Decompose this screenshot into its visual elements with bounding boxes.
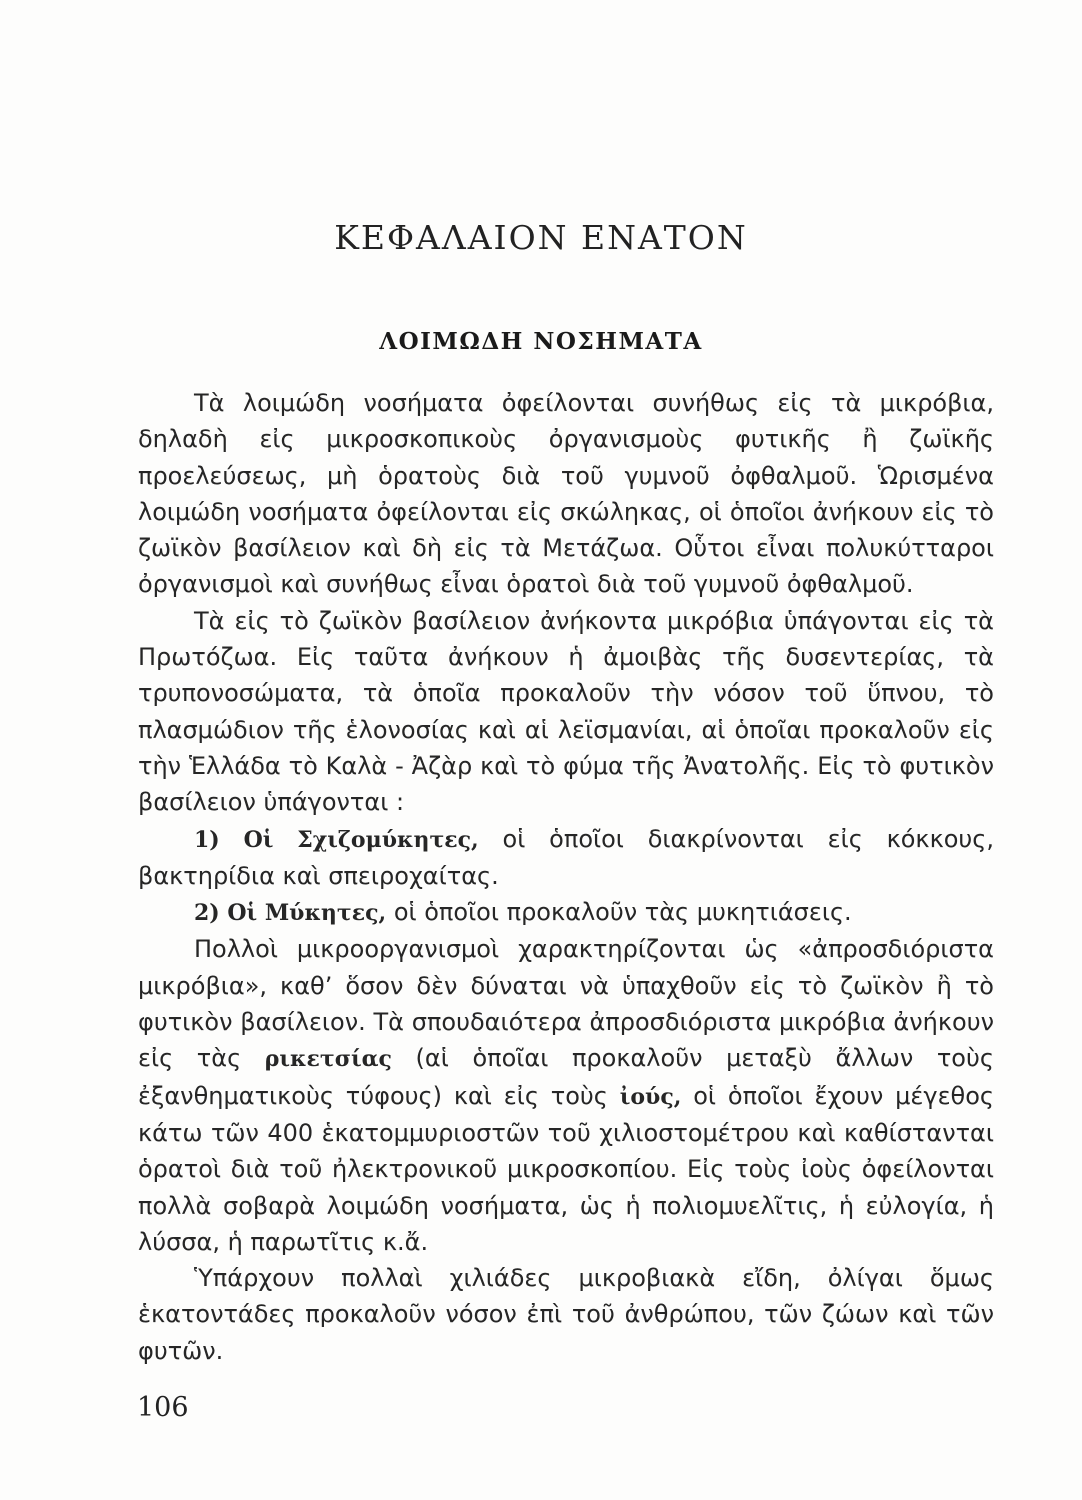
paragraph-3-part-a: Πολλοὶ μικροοργανισμοὶ χαρακτηρίζονται ὡς «ἀπροσδιόριστα μικρόβια», καθ’ ὅσον δὲν δύναται νὰ ὑπαχθοῦν εἰς τὸ ζωϊκὸν ἢ τὸ φυτικὸν βασίλειον. Τὰ σπουδαιότερα ἀπροσδιόριστα μικρόβια ἀνήκουν εἰς τὰς (138, 935, 994, 1073)
section-title: ΛΟΙΜΩΔΗ ΝΟΣΗΜΑΤΑ (379, 328, 703, 355)
paragraph-3-part-b: (αἱ ὁποῖαι προκαλοῦν μεταξὺ ἄλλων τοὺς ἐξανθηματικοὺς τύφους) καὶ εἰς τοὺς (138, 1044, 994, 1110)
list-item-1-text: οἱ ὁποῖοι διακρίνονται εἰς κόκκους, βακτηρίδια καὶ σπειροχαίτας. (138, 824, 995, 890)
paragraph-3 (138, 931, 994, 1260)
list-item-2 (138, 894, 994, 931)
paragraph-1: Τὰ λοιμώδη νοσήματα ὀφείλονται συνήθως εἰς τὰ μικρόβια, δηλαδὴ εἰς μικροσκοπικοὺς ὀργανισμοὺς φυτικῆς ἢ ζωϊκῆς προελεύσεως, μὴ ὁρατοὺς διὰ τοῦ γυμνοῦ ὀφθαλμοῦ. Ὡρισμένα λοιμώδη νοσήματα ὀφείλονται εἰς σκώληκας, οἱ ὁποῖοι ἀνήκουν εἰς τὸ ζωϊκὸν βασίλειον καὶ δὴ εἰς τὰ Μετάζωα. Οὗτοι εἶναι πολυκύτταροι ὀργανισμοὶ καὶ συνήθως εἶναι ὁρατοὶ διὰ τοῦ γυμνοῦ ὀφθαλμοῦ. (138, 389, 994, 599)
paragraph-2: Τὰ εἰς τὸ ζωϊκὸν βασίλειον ἀνήκοντα μικρόβια ὑπάγονται εἰς τὰ Πρωτόζωα. Εἰς ταῦτα ἀνήκουν ἡ ἀμοιβὰς τῆς δυσεντερίας, τὰ τρυπονοσώματα, τὰ ὁποῖα προκαλοῦν τὴν νόσον τοῦ ὕπνου, τὸ πλασμώδιον τῆς ἑλονοσίας καὶ αἱ λεϊσμανίαι, αἱ ὁποῖαι προκαλοῦν εἰς τὴν Ἑλλάδα τὸ Καλὰ - Ἀζὰρ καὶ τὸ φύμα τῆς Ἀνατολῆς. Εἰς τὸ φυτικὸν βασίλειον ὑπάγονται : (138, 606, 994, 817)
body-text (138, 385, 994, 1369)
page-number: 106 (137, 1392, 189, 1423)
paragraph-3-part-c: οἱ ὁποῖοι ἔχουν μέγεθος κάτω τῶν 400 ἑκατομμυριοστῶν τοῦ χιλιοστομέτρου καὶ καθίστανται ὁρατοὶ διὰ τοῦ ἠλεκτρονικοῦ μικροσκοπίου. Εἰς τοὺς ἰοὺς ὀφείλονται πολλὰ σοβαρὰ λοιμώδη νοσήματα, ὡς ἡ πολιομυελῖτις, ἡ εὐλογία, ἡ λύσσα, ἡ παρωτῖτις κ.ἄ. (138, 1081, 994, 1256)
list-item-2-number: 2) (194, 900, 220, 927)
list-item-2-term: Οἱ Μύκητες, (227, 900, 387, 927)
list-item-1 (138, 821, 994, 895)
paragraph-4: Ὑπάρχουν πολλαὶ χιλιάδες μικροβιακὰ εἴδη, ὀλίγαι ὅμως ἑκατοντάδες προκαλοῦν νόσον ἐπὶ τοῦ ἀνθρώπου, τῶν ζώων καὶ τῶν φυτῶν. (138, 1264, 994, 1365)
list-item-1-number: 1) (194, 826, 220, 853)
list-item-2-text: οἱ ὁποῖοι προκαλοῦν τὰς μυκητιάσεις. (393, 898, 852, 927)
term-rickettsiae: ρικετσίας (264, 1046, 392, 1073)
list-item-1-term: Οἱ Σχιζομύκητες, (243, 826, 479, 853)
term-viruses: ἰούς, (619, 1083, 682, 1110)
chapter-title: ΚΕΦΑΛΑΙΟΝ ΕΝΑΤΟΝ (334, 218, 748, 257)
